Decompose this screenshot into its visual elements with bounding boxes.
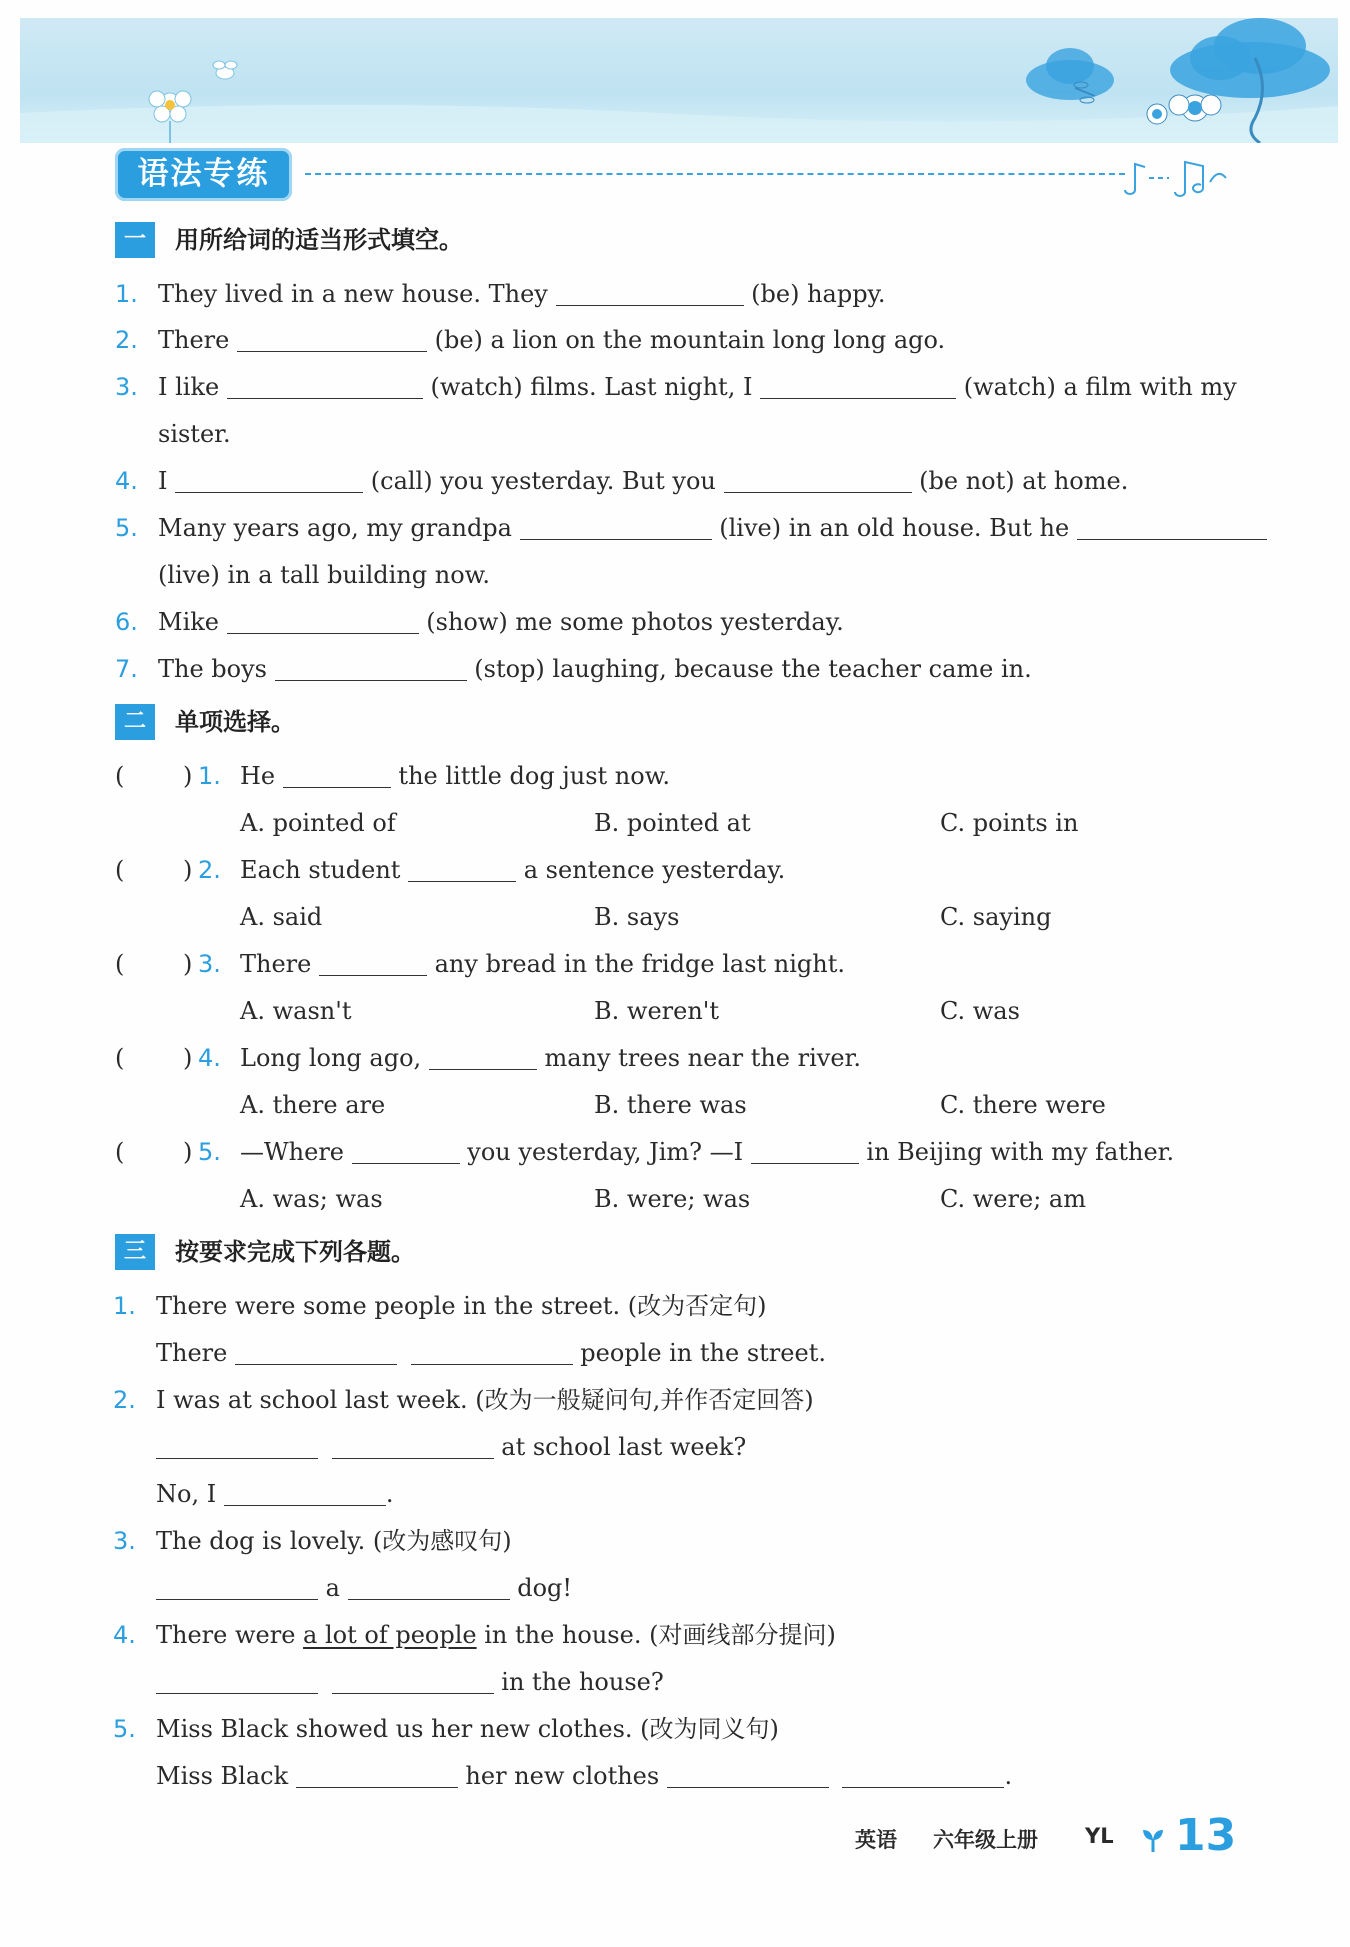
answer-blank[interactable]: [1077, 513, 1267, 540]
question-1-6: Mike (show) me some photos yesterday.: [158, 608, 844, 636]
section-title-row: [115, 148, 1235, 204]
question-3-4: There were a lot of people in the house. (对画线部分提问): [156, 1621, 836, 1649]
answer-blank[interactable]: [520, 513, 712, 540]
answer-blank[interactable]: [556, 279, 744, 306]
page-title: 语法专练: [115, 148, 292, 201]
answer-blank: [429, 1043, 537, 1070]
footer-edition: YL: [1085, 1824, 1114, 1848]
question-2-1: He the little dog just now.: [240, 762, 671, 790]
answer-blank: [408, 855, 516, 882]
option-c[interactable]: C. saying: [940, 903, 1052, 931]
option-b[interactable]: B. pointed at: [594, 809, 751, 837]
option-c[interactable]: C. points in: [940, 809, 1079, 837]
answer-paren-close: ): [183, 856, 193, 884]
answer-blank[interactable]: [842, 1761, 1004, 1788]
question-number: 6.: [115, 608, 138, 636]
answer-line: No, I .: [156, 1480, 394, 1508]
answer-line: a dog!: [156, 1570, 572, 1606]
answer-paren-open[interactable]: (: [115, 762, 125, 790]
underlined-phrase: a lot of people: [303, 1621, 477, 1649]
answer-blank[interactable]: [296, 1761, 458, 1788]
answer-paren-close: ): [183, 762, 193, 790]
answer-paren-close: ): [183, 1044, 193, 1072]
option-c[interactable]: C. was: [940, 997, 1020, 1025]
answer-blank[interactable]: [175, 466, 363, 493]
option-b[interactable]: B. there was: [594, 1091, 747, 1119]
section-number: 二: [115, 704, 155, 740]
answer-paren-open[interactable]: (: [115, 1138, 125, 1166]
question-number: 5.: [113, 1715, 136, 1743]
answer-paren-close: ): [183, 950, 193, 978]
question-1-7: The boys (stop) laughing, because the teacher came in.: [158, 655, 1032, 683]
answer-blank: [319, 949, 427, 976]
answer-blank[interactable]: [227, 607, 419, 634]
option-b[interactable]: B. says: [594, 903, 680, 931]
question-2-5: —Where you yesterday, Jim? —I in Beijing with my father.: [240, 1138, 1175, 1166]
question-continuation: sister.: [158, 420, 231, 448]
option-a[interactable]: A. wasn't: [240, 997, 352, 1025]
question-number: 4.: [198, 1044, 221, 1072]
question-number: 1.: [198, 762, 221, 790]
question-number: 4.: [113, 1621, 136, 1649]
answer-blank: [283, 761, 391, 788]
question-3-1: There were some people in the street. (改为否定句): [156, 1292, 767, 1320]
question-number: 5.: [115, 514, 138, 542]
option-b[interactable]: B. weren't: [594, 997, 720, 1025]
answer-line: at school last week?: [156, 1429, 746, 1465]
answer-line: in the house?: [156, 1664, 664, 1700]
question-number: 5.: [198, 1138, 221, 1166]
answer-blank[interactable]: [156, 1573, 318, 1600]
question-number: 2.: [115, 326, 138, 354]
question-number: 7.: [115, 655, 138, 683]
cloud-icon-large: [1170, 18, 1330, 98]
answer-blank[interactable]: [227, 372, 423, 399]
question-number: 3.: [115, 373, 138, 401]
answer-blank[interactable]: [235, 1338, 397, 1365]
answer-line: Miss Black her new clothes .: [156, 1762, 1013, 1790]
option-c[interactable]: C. there were: [940, 1091, 1106, 1119]
footer-subject: 英语: [855, 1828, 897, 1852]
answer-blank[interactable]: [411, 1338, 573, 1365]
question-1-1: They lived in a new house. They (be) happy.: [158, 280, 886, 308]
answer-blank: [751, 1137, 859, 1164]
question-2-4: Long long ago, many trees near the river.: [240, 1044, 862, 1072]
question-1-5: Many years ago, my grandpa (live) in an old house. But he: [158, 510, 1267, 546]
question-number: 4.: [115, 467, 138, 495]
section-instruction: 用所给词的适当形式填空。: [175, 226, 463, 254]
page-footer: [855, 1810, 1255, 1870]
music-note-icon: [1115, 152, 1235, 202]
footer-grade: 六年级上册: [933, 1828, 1038, 1852]
answer-paren-open[interactable]: (: [115, 856, 125, 884]
answer-paren-open[interactable]: (: [115, 1044, 125, 1072]
option-b[interactable]: B. were; was: [594, 1185, 751, 1213]
question-1-2: There (be) a lion on the mountain long long ago.: [158, 326, 946, 354]
option-a[interactable]: A. pointed of: [240, 809, 396, 837]
answer-blank[interactable]: [724, 466, 912, 493]
answer-blank: [352, 1137, 460, 1164]
answer-blank[interactable]: [348, 1573, 510, 1600]
option-a[interactable]: A. said: [240, 903, 323, 931]
question-2-3: There any bread in the fridge last night.: [240, 950, 846, 978]
option-a[interactable]: A. was; was: [240, 1185, 383, 1213]
answer-blank[interactable]: [760, 372, 956, 399]
sprout-icon: [1142, 1828, 1164, 1852]
question-3-2: I was at school last week. (改为一般疑问句,并作否定回答): [156, 1386, 814, 1414]
section-instruction: 单项选择。: [175, 708, 295, 736]
page-number: 13: [1175, 1810, 1237, 1861]
answer-blank[interactable]: [332, 1432, 494, 1459]
answer-blank[interactable]: [156, 1667, 318, 1694]
section-instruction: 按要求完成下列各题。: [175, 1238, 415, 1266]
question-3-5: Miss Black showed us her new clothes. (改为同义句): [156, 1715, 779, 1743]
option-a[interactable]: A. there are: [240, 1091, 386, 1119]
answer-blank[interactable]: [156, 1432, 318, 1459]
section-number: 一: [115, 222, 155, 258]
question-number: 2.: [113, 1386, 136, 1414]
title-divider: [305, 173, 1125, 175]
question-1-4: I (call) you yesterday. But you (be not) at home.: [158, 467, 1129, 495]
question-number: 3.: [113, 1527, 136, 1555]
answer-blank[interactable]: [667, 1761, 829, 1788]
section-number: 三: [115, 1234, 155, 1270]
answer-paren-open[interactable]: (: [115, 950, 125, 978]
answer-blank[interactable]: [237, 325, 427, 352]
answer-blank[interactable]: [332, 1667, 494, 1694]
answer-blank[interactable]: [224, 1479, 386, 1506]
bee-icon: [213, 61, 237, 79]
answer-paren-close: ): [183, 1138, 193, 1166]
answer-line: There people in the street.: [156, 1339, 826, 1367]
question-continuation: (live) in a tall building now.: [158, 561, 490, 589]
question-2-2: Each student a sentence yesterday.: [240, 856, 786, 884]
question-number: 1.: [115, 280, 138, 308]
header-banner: [20, 18, 1338, 143]
option-c[interactable]: C. were; am: [940, 1185, 1086, 1213]
question-3-3: The dog is lovely. (改为感叹句): [156, 1527, 512, 1555]
question-number: 3.: [198, 950, 221, 978]
question-number: 2.: [198, 856, 221, 884]
question-1-3: I like (watch) films. Last night, I (watch) a film with my: [158, 373, 1237, 401]
banner-decoration: [20, 18, 1338, 143]
answer-blank[interactable]: [275, 654, 467, 681]
cloud-icon: [1026, 48, 1114, 100]
question-number: 1.: [113, 1292, 136, 1320]
